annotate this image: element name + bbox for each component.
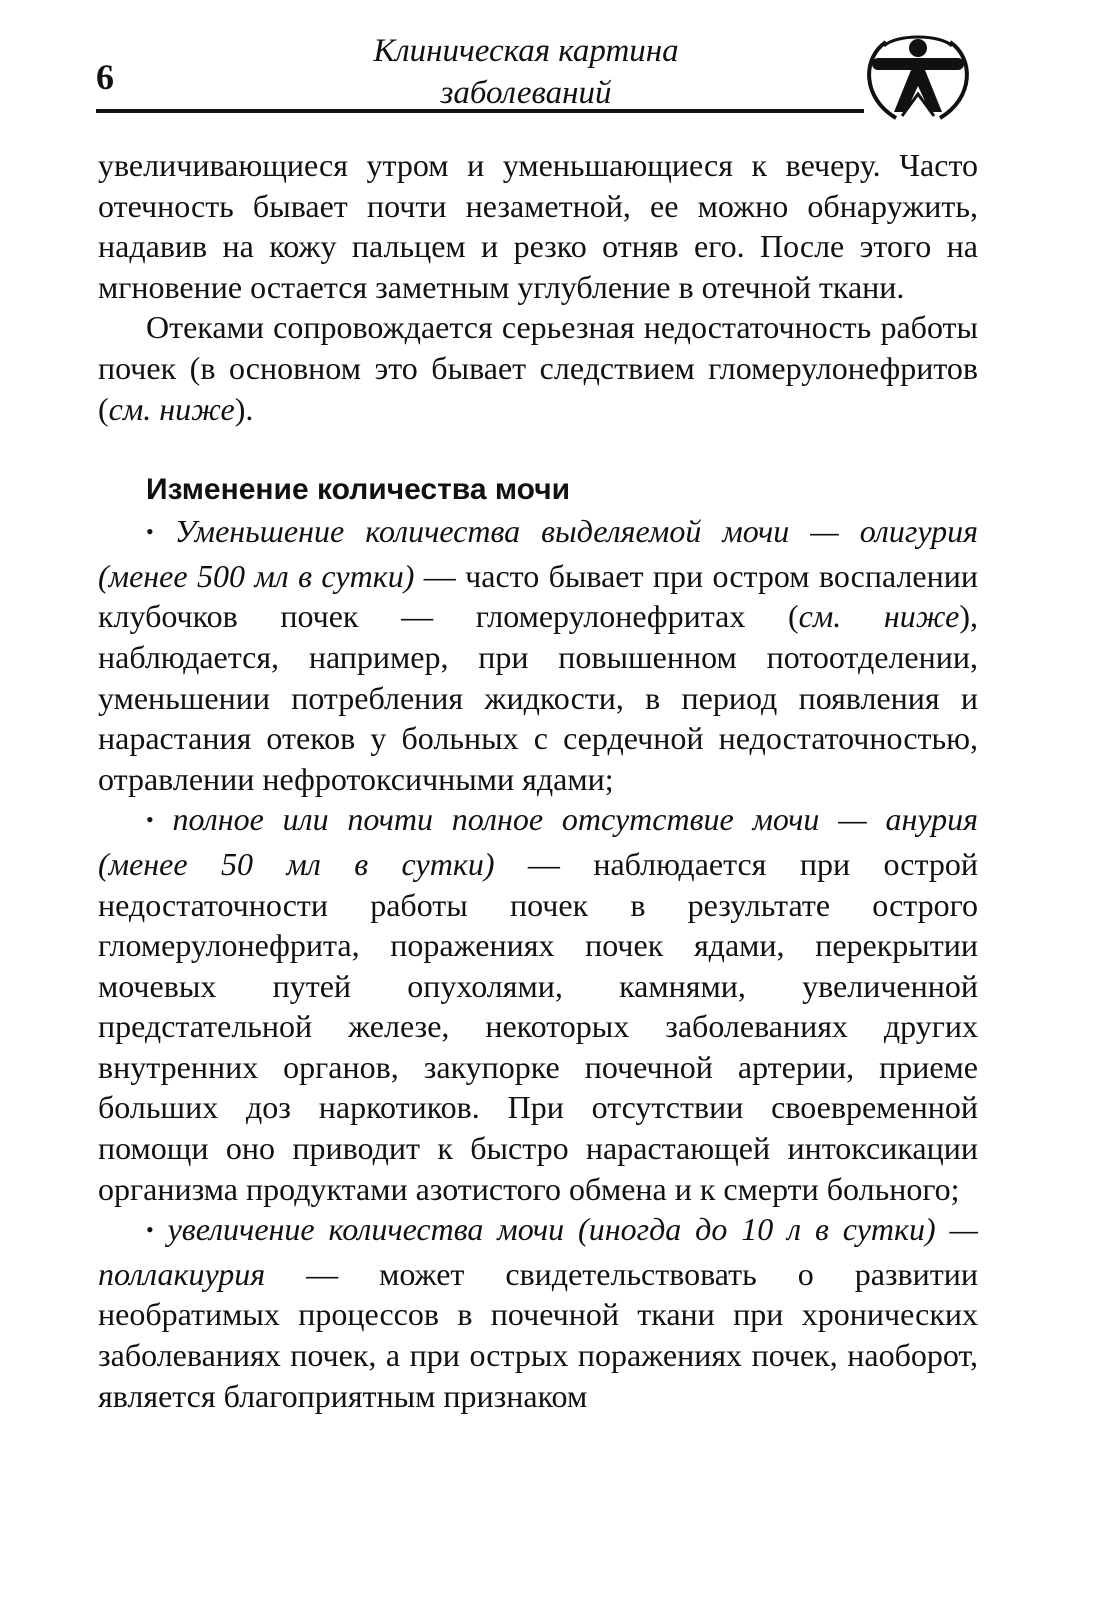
paragraph-edema-renal: [98, 307, 978, 429]
cross-reference: см. ниже: [798, 598, 960, 635]
bullet-text: ), наблюдается, например, при повышенном потоотделении, уменьшении потребления жидкости, в период появления и нарастания отеков у больных с сердечной недостаточностью, отравлении нефротоксичными ядами;: [98, 598, 979, 797]
bullet-text: — может свидетельствовать о развитии необратимых процессов в почечной ткани при хронических заболеваниях почек, а при острых поражениях почек, наоборот, является благоприятным признаком: [98, 1255, 978, 1414]
body-text: [98, 145, 978, 1416]
bullet-icon: •: [146, 1217, 154, 1243]
bullet-item-pollakiuria: [98, 1209, 978, 1416]
page-header: [96, 24, 986, 124]
bullet-item-anuria: [98, 799, 978, 1209]
bullet-text: — часто бывает при остром воспалении клубочков почек — гломерулонефритах (: [98, 557, 979, 635]
bullet-term: полное или почти полное отсутствие мочи — анурия (менее 50 мл в сутки): [98, 801, 979, 882]
page-number: 6: [96, 57, 114, 97]
bullet-icon: •: [146, 519, 154, 545]
person-figure-logo-icon: [856, 28, 980, 124]
bullet-term: Уменьшение количества выделяемой мочи — олигурия (менее 500 мл в сутки): [98, 513, 979, 594]
section-heading: Изменение количества мочи: [146, 473, 571, 507]
bullet-item-oliguria: [98, 511, 978, 799]
paragraph-text: Отеками сопровождается серьезная недостаточность работы почек (в основном это бывает следствием гломерулонефритов (: [98, 309, 978, 427]
paragraph-text: ).: [234, 390, 254, 427]
bullet-icon: •: [146, 807, 154, 833]
header-rule: [96, 109, 864, 113]
bullet-term: увеличение количества мочи (иногда до 10 л в сутки) — поллакиурия: [98, 1211, 979, 1292]
running-title-line-1: Клиническая картина: [373, 33, 679, 69]
paragraph-edema-continuation: увеличивающиеся утром и уменьшающиеся к вечеру. Часто отечность бывает почти незаметной, ее можно обнаружить, надавив на кожу пальцем и резко отняв его. После этого на мгновение остается заметным углубление в отечной ткани.: [98, 147, 978, 305]
running-title-line-2: заболеваний: [440, 75, 612, 111]
running-title: [266, 30, 786, 114]
cross-reference: см. ниже: [108, 390, 235, 427]
bullet-text: — наблюдается при острой недостаточности работы почек в результате острого гломерулонефрита, поражениях почек ядами, перекрытии мочевых путей опухолями, камнями, увеличенной предстательной железе, некоторых заболеваниях других внутренних органов, закупорке почечной артерии, приеме больших доз наркотиков. При отсутствии своевременной помощи оно приводит к быстро нарастающей интоксикации организма продуктами азотистого обмена и к смерти больного;: [98, 845, 979, 1207]
